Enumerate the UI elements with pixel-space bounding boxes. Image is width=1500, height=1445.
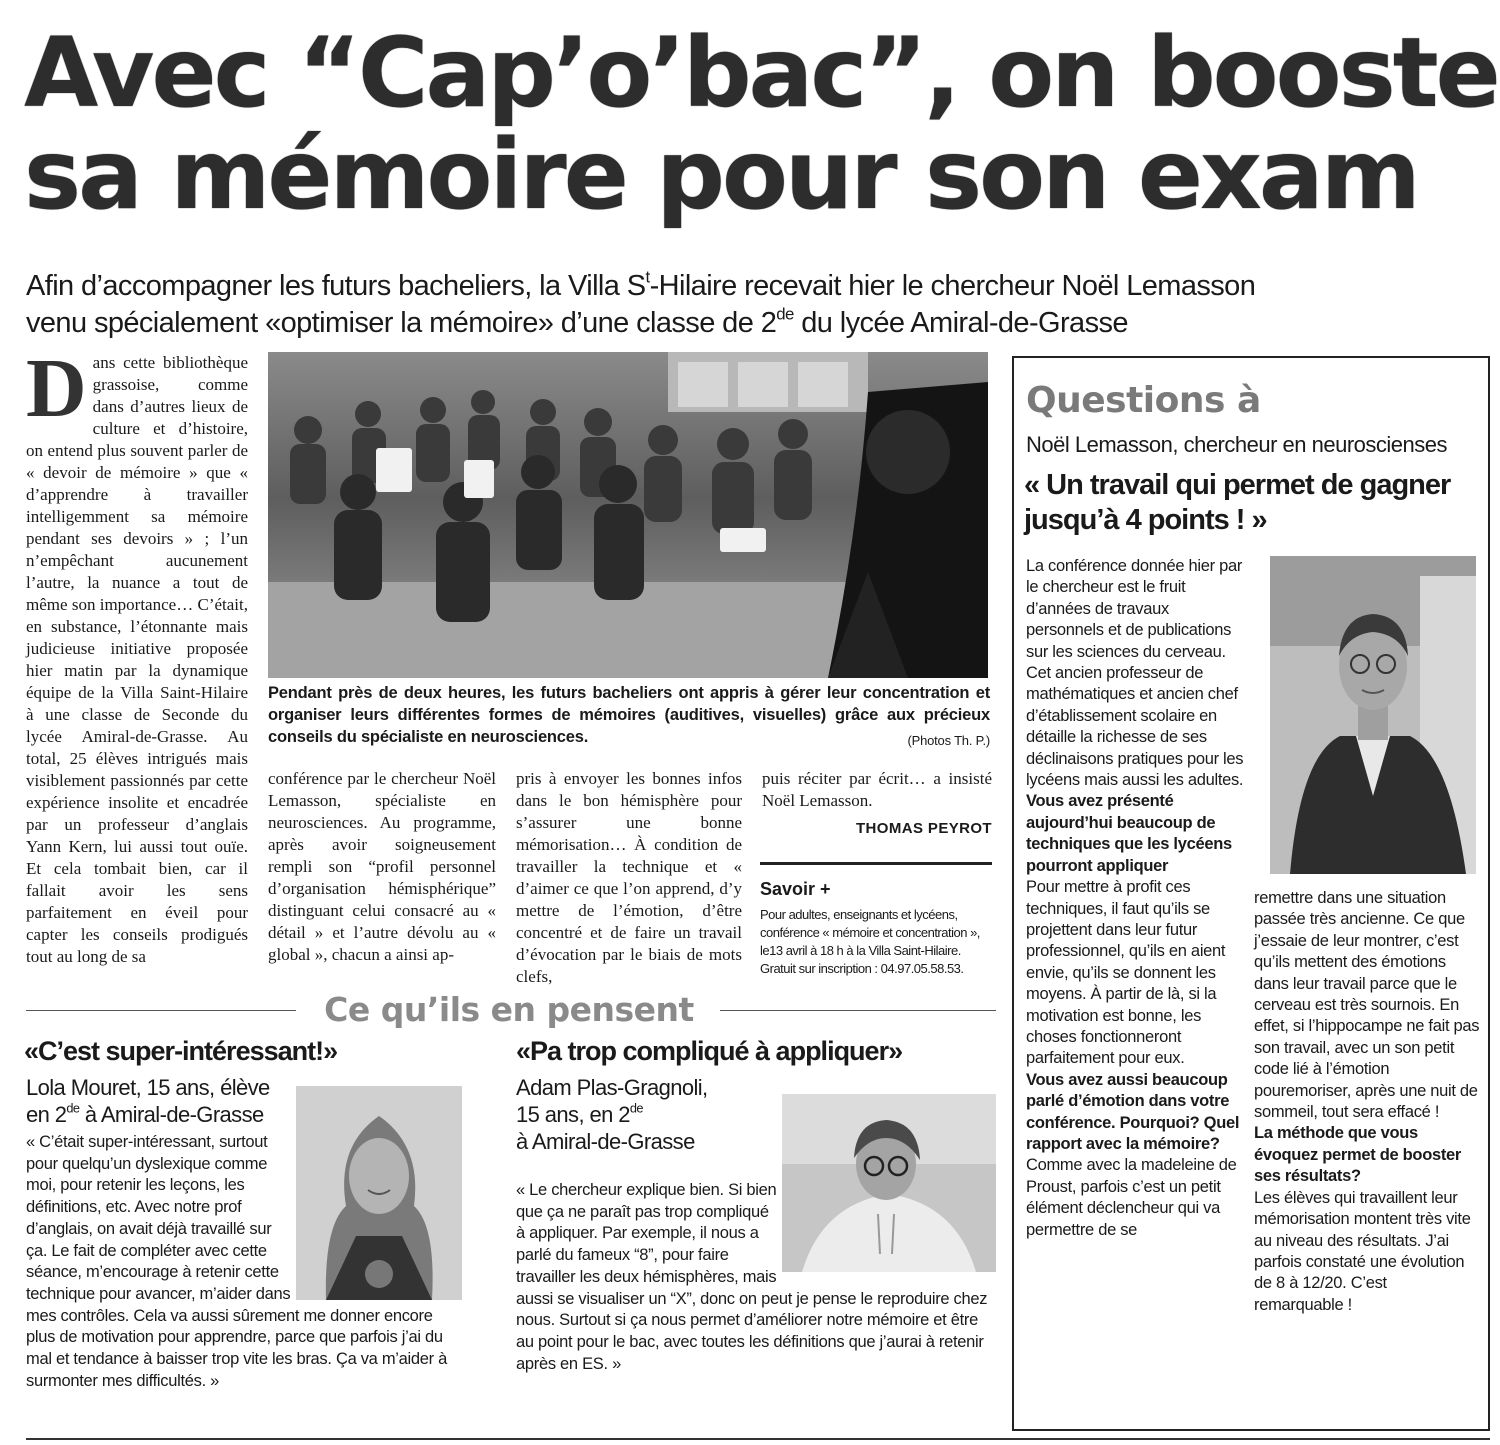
photo-credit: (Photos Th. P.) xyxy=(907,733,990,748)
opinion-left-author-b: en 2 xyxy=(26,1102,67,1127)
conference-photo-illustration xyxy=(268,352,988,678)
deck-line-1-sup: t xyxy=(645,267,650,287)
opinion-left-author xyxy=(26,1074,306,1128)
interview-question-3: La méthode que vous évoquez permet de booster ses résultats? xyxy=(1254,1124,1462,1186)
deck-line-2-a: venu spécialement «optimiser la mémoire» d’une classe de 2 xyxy=(26,307,777,339)
deck-line-2-b: du lycée Amiral-de-Grasse xyxy=(793,307,1128,339)
interview-question-2: Vous avez aussi beaucoup parlé d’émotion dans votre conférence. Pourquoi? Quel rapport avec la mémoire? xyxy=(1026,1070,1240,1153)
drop-cap: D xyxy=(26,342,87,435)
opinion-right-author-sup: de xyxy=(629,1100,643,1116)
opinion-right-author xyxy=(516,1074,776,1155)
headline-line-1: Avec “Cap’o’bac”, on booste xyxy=(24,17,1498,129)
article-column-4 xyxy=(762,768,992,840)
interview-title: Questions à xyxy=(1026,380,1261,421)
savoir-plus-body: Pour adultes, enseignants et lycéens, conférence « mémoire et concentration », le13 avril à 18 h à la Villa Saint-Hilaire. Gratuit sur inscription : 04.97.05.58.53. xyxy=(760,907,980,976)
photo-caption-text: Pendant près de deux heures, les futurs bacheliers ont appris à gérer leur concentration et organiser leurs différentes formes de mémoires (auditives, visuelles) grâce aux précieux conseils du spécialiste en neurosciences. xyxy=(268,684,990,746)
interview-answer-2-cont: remettre dans une situation passée très ancienne. Ce que j’essaie de leur montrer, c’est qu’ils mettent des émotions dans leur travail parce que le cerveau est très sournois. En effet, si l’hippocampe ne fait pas son travail, avec un son petit code lié à l’émotion pouremoriser, après une nuit de sommeil, tout sera effacé ! xyxy=(1254,889,1480,1122)
opinion-left-quote-part-1 xyxy=(26,1132,447,1392)
article-column-4-text: puis réciter par écrit… a insisté Noël Lemasson. xyxy=(762,769,992,810)
interview-intro: La conférence donnée hier par le chercheur est le fruit d’années de travaux personnels et de publications sur les sciences du cerveau. Cet ancien professeur de mathématiques et ancien chef d’établissement scolaire en détaille la richesse de ses déclinaisons pratiques pour les lycéens mais aussi les adultes. xyxy=(1026,557,1244,790)
bottom-rule xyxy=(26,1438,1490,1440)
article-column-2-text: conférence par le chercheur Noël Lemasson, spécialiste en neurosciences. Au programme, après avoir soigneusement rempli son “profil personnel d’organisation hémisphérique” distinguant celui consacré au « détail » et l’autre dévolu au « global », chacun a ainsi ap- xyxy=(268,769,496,964)
opinion-right-author-line-1: Adam Plas-Gragnoli, xyxy=(516,1075,708,1100)
float-spacer xyxy=(294,1132,464,1304)
section-divider-left xyxy=(26,1010,296,1011)
headline-line-2: sa mémoire pour son exam xyxy=(24,119,1418,231)
opinion-right-author-b: 15 ans, en 2 xyxy=(516,1102,630,1127)
opinion-right-author-line-3: à Amiral-de-Grasse xyxy=(516,1129,695,1154)
conference-photo xyxy=(268,352,988,678)
photo-caption xyxy=(268,682,990,752)
deck-line-2 xyxy=(26,305,1486,342)
opinion-left-author-c: à Amiral-de-Grasse xyxy=(79,1102,264,1127)
interview-question-1: Vous avez présenté aujourd’hui beaucoup de techniques que les lycéens pourront appliquer xyxy=(1026,792,1232,875)
opinion-left-author-line-2 xyxy=(26,1101,306,1128)
interview-headline-quote: « Un travail qui permet de gagner jusqu’à 4 points ! » xyxy=(1024,469,1451,536)
interview-answer-1: Pour mettre à profit ces techniques, il faut qu’ils se projettent dans leur futur professionnel, qu’ils en aient envie, qu’ils se donnent les moyens. À partir de là, si la motivation est bonne, les choses fonctionneront parfaitement pour eux. xyxy=(1026,878,1226,1068)
interview-column-2 xyxy=(1254,888,1480,1316)
interview-column-1 xyxy=(1026,556,1250,1241)
headline xyxy=(24,17,1498,231)
opinion-right-quote-block xyxy=(516,1180,988,1375)
deck xyxy=(26,268,1486,342)
article-column-1 xyxy=(26,342,248,968)
interview-sidebar xyxy=(1012,356,1490,1431)
deck-line-1-b: -Hilaire recevait hier le chercheur Noël Lemasson xyxy=(649,270,1256,302)
opinion-right-author-line-2 xyxy=(516,1101,776,1128)
float-spacer xyxy=(778,1180,990,1276)
interview-answer-2-start: Comme avec la madeleine de Proust, parfois c’est un petit élément déclencheur qui va permettre de se xyxy=(1026,1156,1237,1239)
article-column-1-text: ans cette bibliothèque grassoise, comme dans d’autres lieux de culture et d’histoire, on entend plus souvent parler de « devoir de mémoire » que « d’apprendre à travailler intelligemment sa mémoire pendant ses devoirs » ; l’un n’empêchant aucunement l’autre, la nuance a tout de même son importance… C’était, en substance, l’étonnante mais judicieuse initiative proposée hier matin par la dynamique équipe de la Villa Saint-Hilaire à une classe de Seconde du lycée Amiral-de-Grasse. Au total, 25 élèves intrigués mais visiblement passionnés par cette expérience insolite et encadrée par un professeur d’anglais Yann Kern, lui aussi tout ouïe. Et cela tombait bien, car il fallait avoir les sens parfaitement en éveil pour capter les conseils prodigués tout au long de sa xyxy=(26,353,248,966)
article-column-2 xyxy=(268,768,496,966)
article-column-3 xyxy=(516,768,742,988)
opinion-left-author-sup: de xyxy=(66,1100,80,1116)
interview-subtitle: Noël Lemasson, chercheur en neuroscienses xyxy=(1026,432,1447,457)
opinion-left-author-line-1: Lola Mouret, 15 ans, élève xyxy=(26,1075,270,1100)
lemasson-portrait xyxy=(1270,556,1476,874)
deck-line-2-sup: de xyxy=(776,304,794,324)
lemasson-portrait-illustration xyxy=(1270,556,1476,874)
interview-answer-3: Les élèves qui travaillent leur mémorisation montent très vite au niveau des résultats. J’ai parfois constaté une évolution de 8 à 12/20. C’est remarquable ! xyxy=(1254,1188,1471,1314)
opinion-left-quote: « C’était super-intéressant, surtout pour quelqu’un dyslexique comme moi, pour retenir les leçons, les définitions, etc. Avec notre prof d’anglais, on avait déjà travaillé sur ça. Le fait de compléter avec cette séance, m’encourage à retenir cette technique pour avancer, m’aider dans mes contrôles. Cela va aussi sûrement me donner encore plus de motivation pour apprendre, parce que parfois j’ai du mal et tendance à baisser trop vite les bras. Ça va m’aider à surmonter mes difficultés. » xyxy=(26,1132,464,1392)
opinion-right-headline: «Pa trop compliqué à appliquer» xyxy=(516,1036,903,1066)
savoir-plus-box xyxy=(760,862,992,978)
deck-line-1 xyxy=(26,268,1486,305)
savoir-plus-title: Savoir + xyxy=(760,879,831,899)
section-divider-right xyxy=(720,1010,996,1011)
opinion-left-headline: «C’est super-intéressant!» xyxy=(24,1036,338,1066)
opinions-section-title: Ce qu’ils en pensent xyxy=(324,990,694,1029)
article-column-3-text: pris à envoyer les bonnes infos dans le bon hémisphère pour s’assurer une bonne mémorisation… À condition de travailler la technique et « d’aimer ce que l’on apprend, d’y mettre de l’émotion, d’être concentré et de faire un travail d’évocation par le biais de mots clefs, xyxy=(516,769,742,986)
article-signature: THOMAS PEYROT xyxy=(855,820,992,837)
deck-line-1-a: Afin d’accompagner les futurs bacheliers, la Villa S xyxy=(26,270,646,302)
opinion-right-quote: « Le chercheur explique bien. Si bien que ça ne paraît pas trop compliqué à appliquer. Par exemple, il nous a parlé du fameux “8”, pour faire travailler les deux hémisphères, mais aussi se visualiser un “X”, donc on peut je pense le reproduire chez nous. Surtout si ça nous permet d’améliorer notre mémoire et être au point pour le bac, avec toutes les définitions que j’aurai à retenir après en ES. » xyxy=(516,1180,990,1375)
